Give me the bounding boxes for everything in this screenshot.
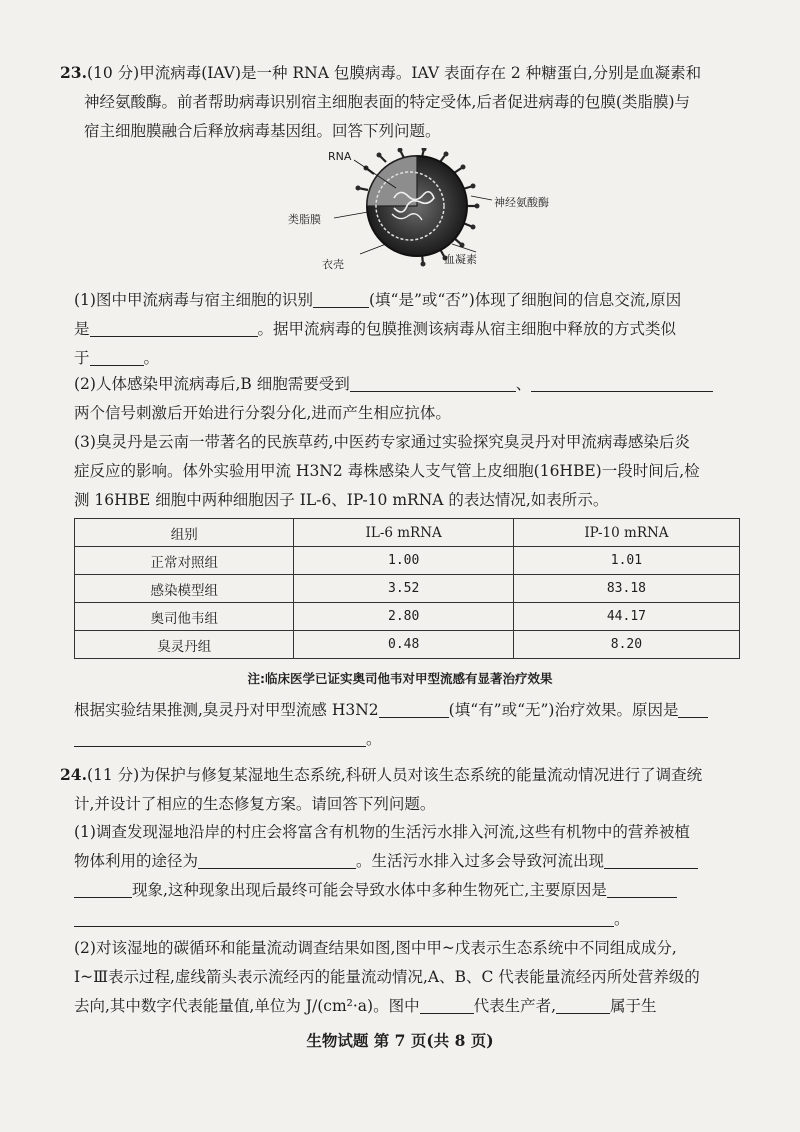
table-row bbox=[75, 631, 740, 659]
q24-part1 bbox=[74, 818, 740, 934]
q23-p1-text-e: 于 bbox=[74, 349, 90, 367]
q23-p1-text-b: (填“是”或“否”)体现了细胞间的信息交流,原因 bbox=[368, 291, 682, 309]
table-header-row bbox=[75, 519, 740, 547]
answer-blank-11[interactable] bbox=[74, 879, 132, 898]
header-group: 组别 bbox=[75, 519, 294, 547]
cell-ip10: 83.18 bbox=[513, 575, 739, 603]
cell-ip10: 8.20 bbox=[513, 631, 739, 659]
label-rna: RNA bbox=[328, 150, 352, 163]
q23-number: 23. bbox=[60, 63, 87, 82]
q24-p2-line1: (2)对该湿地的碳循环和能量流动调查结果如图,图中甲~戊表示生态系统中不同组成成分, bbox=[74, 939, 677, 957]
mrna-expression-table bbox=[74, 518, 740, 659]
cell-il6: 2.80 bbox=[294, 603, 513, 631]
q23-part3 bbox=[74, 428, 740, 515]
q23-p1-text-f: 。 bbox=[143, 349, 160, 367]
row-label: 正常对照组 bbox=[75, 547, 294, 575]
q24-number: 24. bbox=[60, 765, 87, 784]
q24-p2-line3-c: 属于生 bbox=[610, 997, 657, 1015]
q23-intro-line3: 宿主细胞膜融合后释放病毒基因组。回答下列问题。 bbox=[84, 122, 441, 140]
q23-intro-line1: 甲流病毒(IAV)是一种 RNA 包膜病毒。IAV 表面存在 2 种糖蛋白,分别是血凝素和 bbox=[139, 64, 702, 82]
q24-p2-line3-a: 去向,其中数字代表能量值,单位为 J/(cm²·a)。图中 bbox=[74, 997, 420, 1015]
q23-intro-line2: 神经氨酸酶。前者帮助病毒识别宿主细胞表面的特定受体,后者促进病毒的包膜(类脂膜)与 bbox=[84, 93, 691, 111]
row-label: 奥司他韦组 bbox=[75, 603, 294, 631]
cutaway-section bbox=[367, 156, 417, 206]
answer-blank-9[interactable] bbox=[198, 850, 356, 869]
label-neuraminidase: 神经氨酸酶 bbox=[494, 196, 549, 209]
q24-intro bbox=[60, 760, 750, 819]
q24-p2-line2: Ⅰ~Ⅲ表示过程,虚线箭头表示流经丙的能量流动情况,A、B、C 代表能量流经丙所处营养级的 bbox=[74, 968, 700, 986]
cell-ip10: 44.17 bbox=[513, 603, 739, 631]
label-hemagglutinin: 血凝素 bbox=[444, 253, 477, 266]
q23-p1-text-d: 。据甲流病毒的包膜推测该病毒从宿主细胞中释放的方式类似 bbox=[257, 320, 677, 338]
table-row bbox=[75, 547, 740, 575]
q23-part3-conclusion bbox=[74, 696, 740, 754]
q23-p1-text-a: (1)图中甲流病毒与宿主细胞的识别 bbox=[74, 291, 313, 309]
q23-intro bbox=[60, 58, 750, 146]
answer-blank-2[interactable] bbox=[90, 318, 258, 337]
q23-part1 bbox=[74, 286, 740, 373]
table-row bbox=[75, 603, 740, 631]
header-ip10: IP-10 mRNA bbox=[513, 519, 739, 547]
virus-figure bbox=[282, 148, 549, 271]
cell-il6: 1.00 bbox=[294, 547, 513, 575]
q24-p1-text-c: 。生活污水排入过多会导致河流出现 bbox=[356, 852, 605, 870]
q23-p3-line1: (3)臭灵丹是云南一带著名的民族草药,中医药专家通过实验探究臭灵丹对甲流病毒感染后炎 bbox=[74, 433, 690, 451]
answer-blank-12[interactable] bbox=[607, 879, 677, 898]
answer-blank-8[interactable] bbox=[74, 728, 366, 747]
q24-p1-text-a: (1)调查发现湿地沿岸的村庄会将富含有机物的生活污水排入河流,这些有机物中的营养被植 bbox=[74, 823, 690, 841]
q23-p1-text-c: 是 bbox=[74, 320, 90, 338]
label-lipid-membrane: 类脂膜 bbox=[288, 213, 321, 226]
q23-part2 bbox=[74, 370, 740, 428]
label-capsid: 衣壳 bbox=[322, 258, 344, 271]
q24-p1-text-d: 现象,这种现象出现后最终可能会导致水体中多种生物死亡,主要原因是 bbox=[132, 881, 607, 899]
header-il6: IL-6 mRNA bbox=[294, 519, 513, 547]
cell-il6: 0.48 bbox=[294, 631, 513, 659]
cell-ip10: 1.01 bbox=[513, 547, 739, 575]
q23-p4-text-c: 。 bbox=[366, 730, 382, 748]
q24-part2 bbox=[74, 934, 740, 1021]
answer-blank-13[interactable] bbox=[74, 908, 614, 927]
q23-p2-text-c: 两个信号刺激后开始进行分裂分化,进而产生相应抗体。 bbox=[74, 404, 451, 422]
page-footer: 生物试题 第 7 页(共 8 页) bbox=[306, 1031, 494, 1050]
answer-blank-1[interactable] bbox=[313, 289, 369, 308]
answer-blank-7[interactable] bbox=[678, 699, 708, 718]
q24-p2-line3-b: 代表生产者, bbox=[473, 997, 557, 1015]
answer-blank-4[interactable] bbox=[350, 373, 516, 392]
q23-p3-line3: 测 16HBE 细胞中两种细胞因子 IL-6、IP-10 mRNA 的表达情况,如表所示。 bbox=[74, 491, 609, 509]
q24-score: (11 分) bbox=[86, 766, 140, 784]
q23-p2-text-b: 、 bbox=[515, 375, 532, 393]
q24-p1-text-b: 物体利用的途径为 bbox=[74, 852, 199, 870]
answer-blank-5[interactable] bbox=[531, 373, 713, 392]
answer-blank-3[interactable] bbox=[90, 347, 144, 366]
q23-score: (10 分) bbox=[86, 64, 140, 82]
q23-p4-text-b: (填“有”或“无”)治疗效果。原因是 bbox=[448, 701, 679, 719]
answer-blank-10[interactable] bbox=[604, 850, 698, 869]
table-row bbox=[75, 575, 740, 603]
cell-il6: 3.52 bbox=[294, 575, 513, 603]
answer-blank-6[interactable] bbox=[379, 699, 449, 718]
q23-p3-line2: 症反应的影响。体外实验用甲流 H3N2 毒株感染人支气管上皮细胞(16HBE)一段时间后,检 bbox=[74, 462, 700, 480]
q24-intro-line2: 计,并设计了相应的生态修复方案。请回答下列问题。 bbox=[74, 795, 436, 813]
q24-intro-line1: 为保护与修复某湿地生态系统,科研人员对该生态系统的能量流动情况进行了调查统 bbox=[139, 766, 703, 784]
q23-p2-text-a: (2)人体感染甲流病毒后,B 细胞需要受到 bbox=[74, 375, 350, 393]
table-note: 注:临床医学已证实奥司他韦对甲型流感有显著治疗效果 bbox=[247, 671, 553, 686]
answer-blank-15[interactable] bbox=[556, 995, 610, 1014]
row-label: 臭灵丹组 bbox=[75, 631, 294, 659]
q24-p1-text-e: 。 bbox=[614, 910, 630, 928]
q23-p4-text-a: 根据实验结果推测,臭灵丹对甲型流感 H3N2 bbox=[74, 701, 379, 719]
answer-blank-14[interactable] bbox=[420, 995, 474, 1014]
row-label: 感染模型组 bbox=[75, 575, 294, 603]
